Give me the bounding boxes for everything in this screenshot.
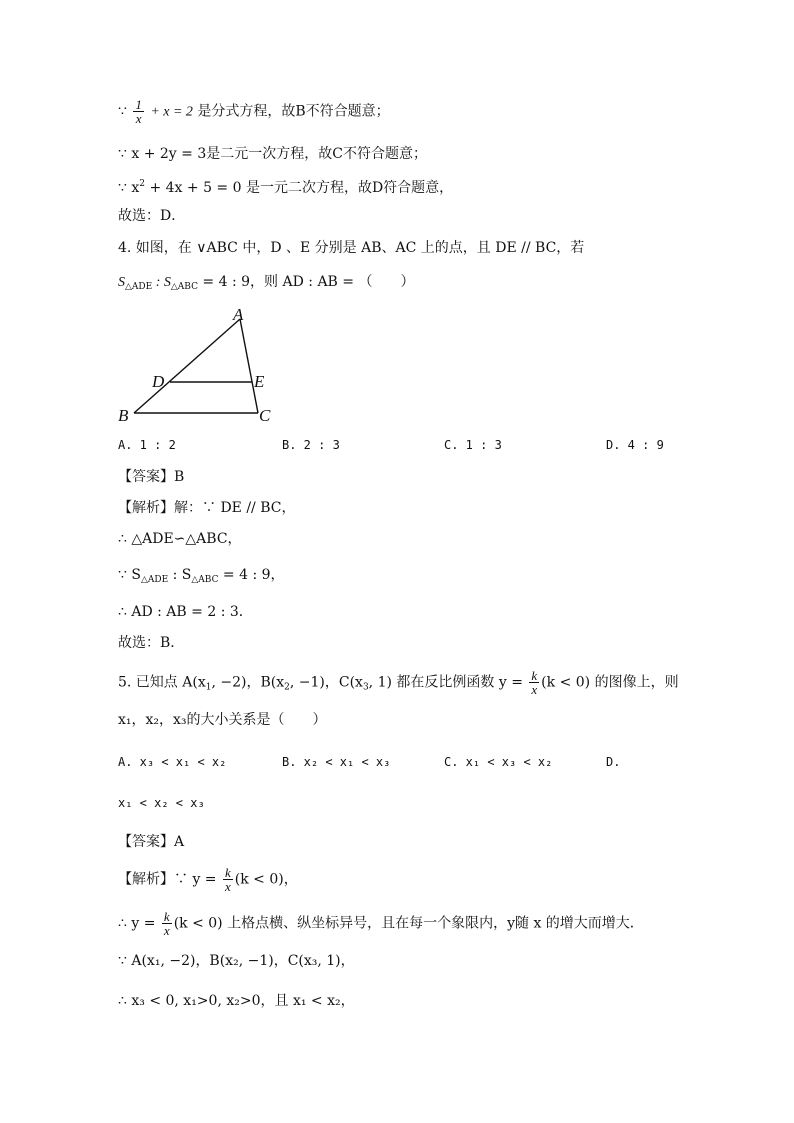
fraction-numerator: k bbox=[531, 668, 538, 683]
q5-option-d: D. bbox=[606, 755, 621, 769]
q4-stem-line-2 bbox=[118, 272, 414, 297]
fraction-numerator: k bbox=[225, 865, 231, 880]
analysis-area-symbol: ∵ S bbox=[118, 567, 141, 583]
sub-1: 1 bbox=[205, 682, 212, 693]
analysis-ratio-rest: = 4 : 9， bbox=[218, 567, 285, 583]
q5-answer: 【答案】A bbox=[118, 834, 185, 850]
analysis-subscript-ade: △ADE bbox=[140, 575, 169, 585]
area-symbol: S bbox=[118, 275, 125, 290]
q5-stem-line-1 bbox=[118, 669, 679, 698]
q4-analysis-3 bbox=[118, 565, 285, 590]
q4-analysis-2: ∴ △ADE∽△ABC， bbox=[118, 531, 242, 547]
subscript-abc: △ABC bbox=[170, 282, 198, 292]
solution-line-3 bbox=[118, 174, 453, 198]
fraction-1-over-x bbox=[133, 98, 144, 125]
q4-choose: 故选：B． bbox=[118, 635, 185, 651]
q5-analysis-3: ∵ A(x₁, −2)，B(x₂, −1)，C(x₃, 1)， bbox=[118, 953, 355, 969]
because-symbol: ∵ bbox=[118, 103, 127, 120]
fraction-numerator: 1 bbox=[135, 97, 142, 112]
q5-stem-line-2: x₁，x₂，x₃的大小关系是（ ） bbox=[118, 712, 327, 728]
choose-d-line: 故选：D． bbox=[118, 208, 186, 224]
q4-analysis-1: 【解析】解：∵ DE // BC， bbox=[118, 500, 296, 516]
q5-option-b: B. x₂ < x₁ < x₃ bbox=[282, 755, 391, 769]
fraction-k-over-x bbox=[529, 669, 539, 696]
q4-stem-line-1: 4. 如图，在 ∨ABC 中，D 、E 分别是 AB、AC 上的点，且 DE // BC，若 bbox=[118, 240, 585, 256]
fraction-denominator: x bbox=[135, 111, 142, 126]
q5-stem-m3: , 1) 都在反比例函数 y = bbox=[368, 674, 523, 691]
q4-analysis-4: ∴ AD : AB = 2 : 3． bbox=[118, 604, 253, 620]
q4-option-d: D. 4 : 9 bbox=[606, 438, 664, 452]
q5-analysis-1-pre: 【解析】∵ y = bbox=[118, 871, 217, 888]
line-3-text: + 4x + 5 = 0 是一元二次方程，故D符合题意， bbox=[145, 180, 454, 196]
solution-line-2: ∵ x + 2y = 3是二元一次方程，故C不符合题意； bbox=[118, 146, 427, 162]
line-3-prefix: ∵ x bbox=[118, 180, 140, 196]
segment-ab bbox=[134, 319, 240, 413]
q5-stem-m2: , −1)，C(x bbox=[289, 674, 363, 691]
label-b: B bbox=[118, 406, 129, 425]
q5-analysis-1-tail: (k < 0)， bbox=[234, 871, 298, 888]
subscript-ade: △ADE bbox=[125, 282, 153, 292]
analysis-ratio-colon: : S bbox=[168, 567, 192, 583]
q5-analysis-2-pre: ∴ y = bbox=[118, 915, 156, 932]
q5-analysis-4: ∴ x₃ < 0, x₁>0, x₂>0，且 x₁ < x₂， bbox=[118, 993, 355, 1009]
solution-line-1 bbox=[118, 98, 390, 125]
fraction-denominator: x bbox=[531, 682, 538, 697]
fraction-denominator: x bbox=[225, 879, 231, 894]
q4-option-c: C. 1 : 3 bbox=[444, 438, 502, 452]
fraction-denominator: x bbox=[163, 923, 170, 938]
q5-option-d-content: x₁ < x₂ < x₃ bbox=[118, 796, 205, 810]
superscript-2: 2 bbox=[139, 179, 145, 189]
fraction-k-over-x-3 bbox=[162, 910, 172, 937]
q5-stem-pre: 5. 已知点 A(x bbox=[118, 674, 206, 691]
q5-stem-m1: , −2)，B(x bbox=[211, 674, 285, 691]
q5-analysis-2-tail: (k < 0) 上格点横、纵坐标异号，且在每一个象限内，y随 x 的增大而增大． bbox=[173, 915, 644, 932]
label-a: A bbox=[233, 305, 244, 324]
fraction-numerator: k bbox=[163, 909, 170, 924]
sub-3: 3 bbox=[362, 682, 369, 693]
label-e: E bbox=[254, 372, 265, 391]
label-c: C bbox=[259, 406, 271, 425]
q5-stem-tail: (k < 0) 的图像上，则 bbox=[541, 674, 679, 691]
analysis-subscript-abc: △ABC bbox=[191, 575, 219, 585]
fraction-k-over-x-2 bbox=[223, 866, 233, 893]
q4-answer: 【答案】B bbox=[118, 469, 185, 485]
q4-option-b: B. 2 : 3 bbox=[282, 438, 340, 452]
ratio-colon: : S bbox=[152, 275, 171, 290]
q4-stem-rest: = 4 : 9，则 AD : AB = （ ） bbox=[197, 274, 415, 290]
q5-option-c: C. x₁ < x₃ < x₂ bbox=[444, 755, 553, 769]
q5-analysis-2 bbox=[118, 910, 644, 937]
q5-option-a: A. x₃ < x₁ < x₂ bbox=[118, 755, 227, 769]
sub-2: 2 bbox=[284, 682, 290, 693]
triangle-figure bbox=[112, 305, 282, 425]
q5-analysis-1 bbox=[118, 866, 298, 893]
segment-ac bbox=[240, 319, 258, 413]
label-d: D bbox=[152, 372, 165, 391]
line-1-comment: 是分式方程，故B不符合题意； bbox=[197, 103, 390, 120]
equation-text: + x = 2 bbox=[150, 104, 193, 120]
q4-option-a: A. 1 : 2 bbox=[118, 438, 176, 452]
